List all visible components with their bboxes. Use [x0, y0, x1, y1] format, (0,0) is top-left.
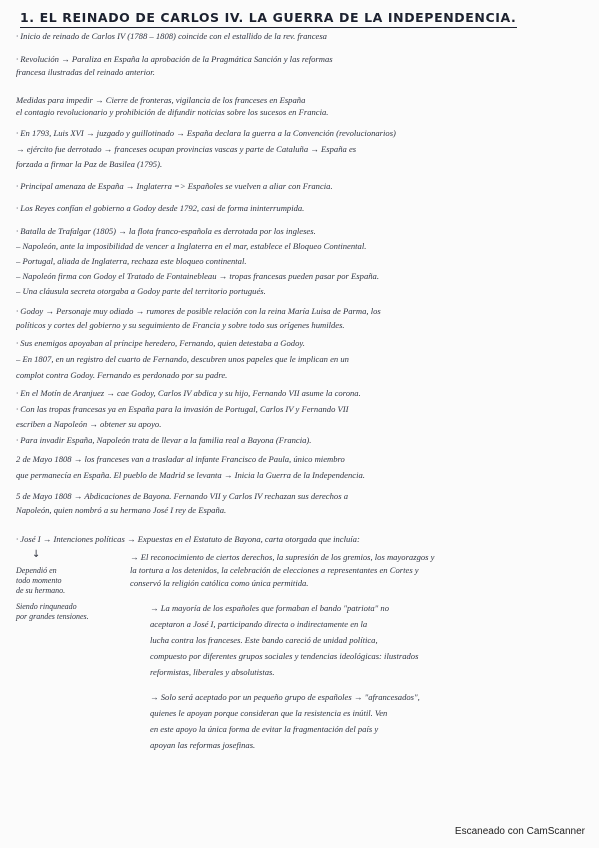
note-line: – Napoleón firma con Godoy el Tratado de Fontainebleau → tropas francesas pueden pasar por España.	[16, 271, 379, 281]
side-note-line: todo momento	[16, 576, 62, 585]
note-line: Napoleón, quien nombró a su hermano José I rey de España.	[16, 505, 227, 515]
note-line: · Batalla de Trafalgar (1805) → la flota franco-española es derrotada por los ingleses.	[16, 226, 316, 236]
note-line: forzada a firmar la Paz de Basilea (1795).	[16, 159, 163, 169]
note-line: – En 1807, en un registro del cuarto de Fernando, descubren unos papeles que le implican en un	[16, 354, 349, 364]
note-line: · Para invadir España, Napoleón trata de llevar a la familia real a Bayona (Francia).	[16, 435, 312, 445]
afrancesados-line: → Solo será aceptado por un pequeño grupo de españoles → "afrancesados",	[150, 692, 420, 702]
note-line: el contagio revolucionario y prohibición de difundir noticias sobre los sucesos en Francia.	[16, 107, 329, 117]
jose-sub-line: → El reconocimiento de ciertos derechos, la supresión de los gremios, los mayorazgos y	[130, 552, 435, 562]
note-line: – Napoleón, ante la imposibilidad de vencer a Inglaterra en el mar, establece el Bloqueo Continental.	[16, 241, 367, 251]
note-line: complot contra Godoy. Fernando es perdonado por su padre.	[16, 370, 228, 380]
note-line: 5 de Mayo 1808 → Abdicaciones de Bayona. Fernando VII y Carlos IV rechazan sus derechos a	[16, 491, 348, 501]
note-line: · Principal amenaza de España → Inglaterra => Españoles se vuelven a aliar con Francia.	[16, 181, 333, 191]
page-title: 1. EL REINADO DE CARLOS IV. LA GUERRA DE LA INDEPENDENCIA.	[20, 10, 517, 25]
patriota-line: lucha contra los franceses. Este bando careció de unidad política,	[150, 635, 378, 645]
camscanner-watermark: Escaneado con CamScanner	[454, 826, 585, 837]
note-line: francesa ilustradas del reinado anterior.	[16, 67, 155, 77]
note-line: · En 1793, Luis XVI → juzgado y guillotinado → España declara la guerra a la Convención (revolucionarios)	[16, 128, 396, 138]
arrow-down-icon: ↓	[32, 549, 41, 560]
patriota-line: → La mayoría de los españoles que formaban el bando "patriota" no	[150, 603, 390, 613]
note-line: políticos y cortes del gobierno y su seguimiento de Francia y sobre todo sus orígenes humildes.	[16, 320, 345, 330]
patriota-line: reformistas, liberales y absolutistas.	[150, 667, 275, 677]
note-line: 2 de Mayo 1808 → los franceses van a trasladar al infante Francisco de Paula, único miembro	[16, 454, 345, 464]
side-note-line: por grandes tensiones.	[16, 612, 89, 621]
note-line: → ejército fue derrotado → franceses ocupan provincias vascas y parte de Cataluña → España es	[16, 144, 357, 154]
note-line: · En el Motín de Aranjuez → cae Godoy, Carlos IV abdica y su hijo, Fernando VII asume la corona.	[16, 388, 361, 398]
side-note-line: de su hermano.	[16, 586, 66, 595]
note-line: · Sus enemigos apoyaban al príncipe heredero, Fernando, quien detestaba a Godoy.	[16, 338, 305, 348]
jose-sub-line: la tortura a los detenidos, la celebración de elecciones a representantes en Cortes y	[130, 565, 419, 575]
afrancesados-line: en este apoyo la única forma de evitar la fragmentación del país y	[150, 724, 379, 734]
patriota-line: compuesto por diferentes grupos sociales y tendencias ideológicas: ilustrados	[150, 651, 419, 661]
note-line: – Portugal, aliada de Inglaterra, rechaza este bloqueo continental.	[16, 256, 247, 266]
jose-sub-line: conservó la religión católica como única permitida.	[130, 578, 309, 588]
note-line: – Una cláusula secreta otorgaba a Godoy parte del territorio portugués.	[16, 286, 266, 296]
note-line: · Inicio de reinado de Carlos IV (1788 – 1808) coincide con el estallido de la rev. francesa	[16, 31, 327, 41]
note-line: · Con las tropas francesas ya en España para la invasión de Portugal, Carlos IV y Fernando VII	[16, 404, 349, 414]
note-line: · Godoy → Personaje muy odiado → rumores de posible relación con la reina María Luisa de Parma, los	[16, 306, 381, 316]
note-line: escriben a Napoleón → obtener su apoyo.	[16, 419, 162, 429]
note-line: · Revolución → Paraliza en España la aprobación de la Pragmática Sanción y las reformas	[16, 54, 333, 64]
afrancesados-line: quienes le apoyan porque consideran que la resistencia es inútil. Ven	[150, 708, 388, 718]
patriota-line: aceptaron a José I, participando directa o indirectamente en la	[150, 619, 368, 629]
jose-heading-line: · José I → Intenciones políticas → Expuestas en el Estatuto de Bayona, carta otorgada que incluía:	[16, 534, 360, 544]
note-line: Medidas para impedir → Cierre de fronteras, vigilancia de los franceses en España	[16, 95, 306, 105]
note-line: que permanecía en España. El pueblo de Madrid se levanta → Inicia la Guerra de la Independencia.	[16, 470, 365, 480]
note-line: · Los Reyes confían el gobierno a Godoy desde 1792, casi de forma ininterrumpida.	[16, 203, 305, 213]
afrancesados-line: apoyan las reformas josefinas.	[150, 740, 256, 750]
title-underline	[20, 27, 517, 28]
side-note-line: Siendo rinquneado	[16, 602, 77, 611]
side-note-line: Dependió en	[16, 566, 57, 575]
